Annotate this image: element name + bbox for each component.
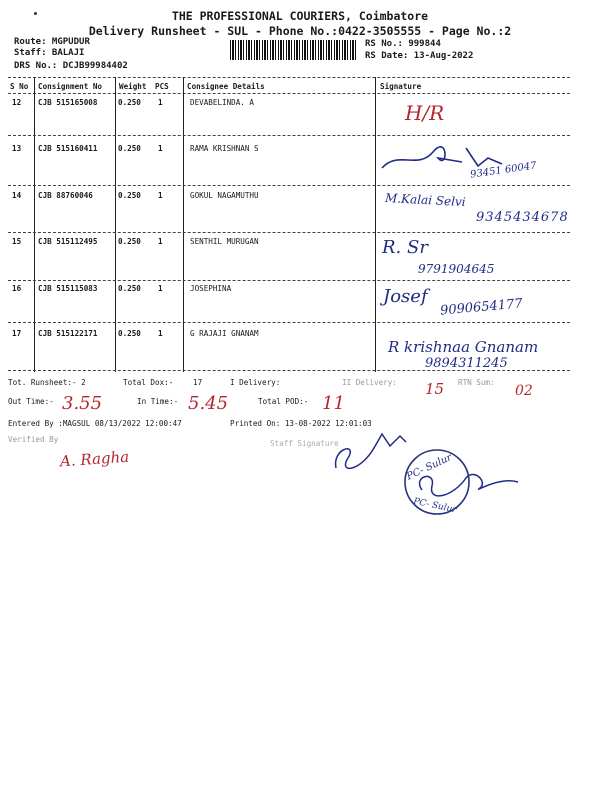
row-pcs: 1 <box>158 191 163 200</box>
row-weight: 0.250 <box>118 98 141 107</box>
out-time-label: Out Time:- <box>8 397 54 406</box>
out-time-value: 3.55 <box>62 393 103 414</box>
row-weight: 0.250 <box>118 191 141 200</box>
ii-delivery-label: II Delivery: <box>342 378 397 387</box>
staff-signature-label: Staff Signature <box>270 439 339 448</box>
handwritten-phone: 9894311245 <box>425 356 508 371</box>
i-delivery-label: I Delivery: <box>230 378 281 387</box>
row-consignment: CJB 515115083 <box>38 284 98 293</box>
row-separator <box>8 280 570 281</box>
row-sno: 14 <box>12 191 22 200</box>
in-time-value: 5.45 <box>188 393 229 414</box>
row-sno: 16 <box>12 284 22 293</box>
row-consignment: CJB 88760046 <box>38 191 93 200</box>
staff-label: Staff: BALAJI <box>14 48 85 58</box>
row-consignee: SENTHIL MURUGAN <box>190 237 259 246</box>
row-consignee: DEVABELINDA. A <box>190 98 255 107</box>
rs-number: RS No.: 999844 <box>365 39 441 49</box>
handwritten-signature: H/R <box>405 101 445 125</box>
col-header-pcs: PCS <box>155 82 169 91</box>
row-consignment: CJB 515122171 <box>38 329 98 338</box>
total-dox-label: Total Dox:- <box>123 378 174 387</box>
row-pcs: 1 <box>158 329 163 338</box>
handwritten-signature: M.Kalai Selvi <box>384 190 466 210</box>
col-header-consignment: Consignment No <box>38 82 103 91</box>
row-pcs: 1 <box>158 98 163 107</box>
row-separator <box>8 135 570 136</box>
stamp-text-bottom: PC- Sulur <box>412 496 458 516</box>
col-header-signature: Signature <box>380 82 422 91</box>
verifier-signature: A. Ragha <box>59 447 130 471</box>
row-consignment: CJB 515165008 <box>38 98 98 107</box>
drs-number: DRS No.: DCJB99984402 <box>14 61 128 71</box>
row-consignee: RAMA KRISHNAN S <box>190 144 259 153</box>
table-bottom-rule <box>8 370 570 371</box>
company-title: THE PROFESSIONAL COURIERS, Coimbatore <box>171 9 429 23</box>
row-weight: 0.250 <box>118 237 141 246</box>
verified-by-label: Verified By <box>8 435 59 444</box>
row-weight: 0.250 <box>118 284 141 293</box>
row-consignee: GOKUL NAGAMUTHU <box>190 191 259 200</box>
table-top-rule <box>8 77 570 78</box>
table-header-rule <box>8 93 570 94</box>
row-weight: 0.250 <box>118 144 141 153</box>
row-sno: 13 <box>12 144 22 153</box>
col-header-consignee: Consignee Details <box>187 82 265 91</box>
row-separator <box>8 232 570 233</box>
handwritten-signature: R krishnaa Gnanam <box>388 338 539 356</box>
runsheet-subtitle: Delivery Runsheet - SUL - Phone No.:0422-3505555 - Page No.:2 <box>88 24 512 38</box>
col-divider <box>34 77 35 372</box>
col-divider <box>375 77 376 372</box>
barcode <box>230 40 358 60</box>
route-label: Route: MGPUDUR <box>14 37 90 47</box>
stamp-text-top: PC- Sulur <box>405 452 454 483</box>
row-separator <box>8 185 570 186</box>
row-separator <box>8 322 570 323</box>
handwritten-phone: 9791904645 <box>418 262 495 276</box>
handwritten-phone: 9345434678 <box>476 210 569 225</box>
total-pod-label: Total POD:- <box>258 397 309 406</box>
rs-date: RS Date: 13-Aug-2022 <box>365 51 474 61</box>
col-divider <box>115 77 116 372</box>
col-divider <box>183 77 184 372</box>
row-pcs: 1 <box>158 144 163 153</box>
row-sno: 17 <box>12 329 22 338</box>
row-weight: 0.250 <box>118 329 141 338</box>
row-sno: 12 <box>12 98 22 107</box>
row-consignee: G RAJAJI GNANAM <box>190 329 259 338</box>
handwritten-signature: R. Sr <box>382 237 428 258</box>
total-runsheet: Tot. Runsheet:- 2 <box>8 378 86 387</box>
rtn-label: RTN Sum: <box>458 378 495 387</box>
handwritten-count: 15 <box>425 380 445 398</box>
row-pcs: 1 <box>158 237 163 246</box>
printed-on: Printed On: 13-08-2022 12:01:03 <box>230 419 372 428</box>
row-consignee: JOSEPHINA <box>190 284 232 293</box>
handwritten-phone: 93451 60047 <box>469 160 538 181</box>
handwritten-signature: Josef <box>383 286 428 307</box>
col-header-weight: Weight <box>119 82 147 91</box>
office-stamp <box>392 438 522 523</box>
row-consignment: CJB 515160411 <box>38 144 98 153</box>
row-sno: 15 <box>12 237 22 246</box>
handwritten-phone: 9090654177 <box>439 296 524 319</box>
total-pod-value: 11 <box>322 393 345 414</box>
handwritten-count: 02 <box>515 383 533 399</box>
entered-by: Entered By :MAGSUL 08/13/2022 12:00:47 <box>8 419 182 428</box>
total-dox-value: 17 <box>193 378 203 387</box>
row-consignment: CJB 515112495 <box>38 237 98 246</box>
in-time-label: In Time:- <box>137 397 179 406</box>
col-header-sno: S No <box>10 82 29 91</box>
row-pcs: 1 <box>158 284 163 293</box>
